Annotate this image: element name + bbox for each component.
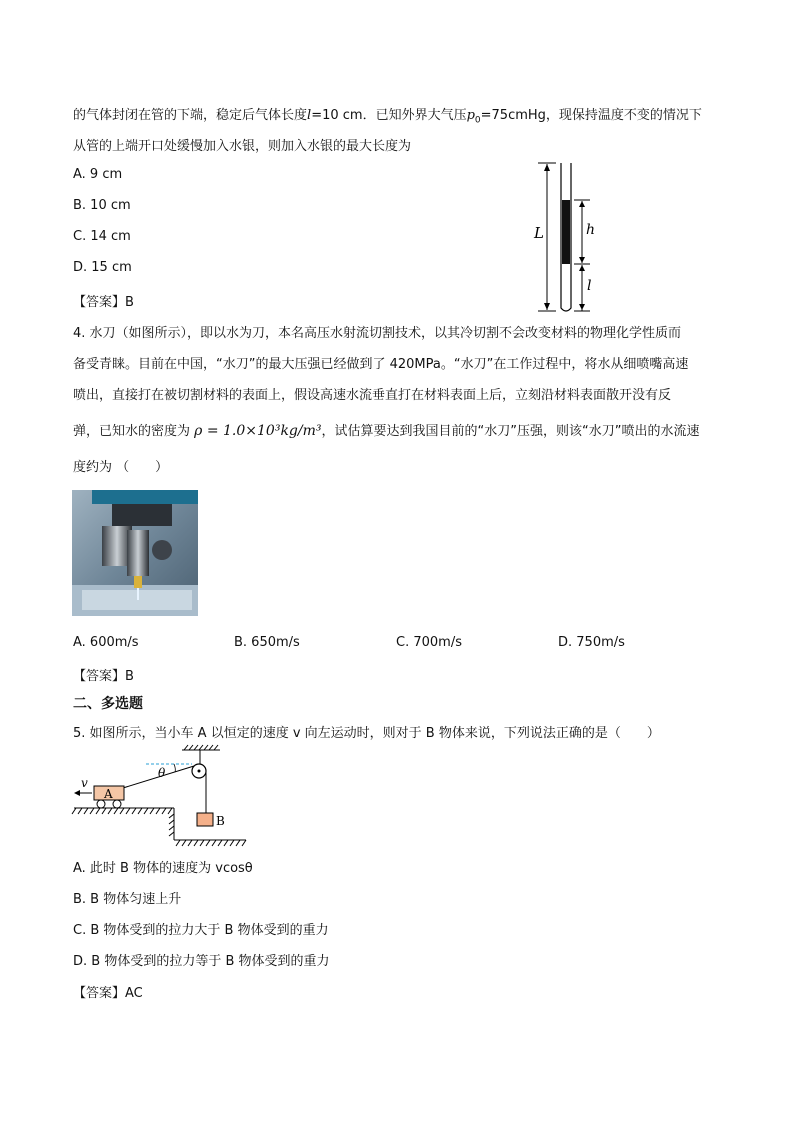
pulley-axle — [198, 770, 201, 773]
machine-body — [112, 504, 172, 526]
pulley-figure — [70, 744, 250, 848]
q3-text: =75cmHg，现保持温度不变的情况下 — [480, 108, 702, 123]
block-b — [197, 813, 213, 826]
q4-line-3: 喷出，直接打在被切割材料的表面上，假设高速水流垂直打在材料表面上后，立刻沿材料表面散开没有反 — [73, 388, 672, 403]
q3-text: =10 cm．已知外界大气压 — [311, 108, 467, 123]
arrow-down — [579, 304, 585, 310]
q4-text: ，试估算要达到我国目前的“水刀”压强，则该“水刀”喷出的水流速 — [321, 424, 700, 439]
arrow-down — [579, 257, 585, 263]
nozzle-tip — [134, 576, 142, 588]
q5-option-a: A. 此时 B 物体的速度为 vcosθ — [73, 861, 253, 876]
arrow-up — [579, 265, 585, 271]
var-p: p — [466, 108, 475, 123]
label-l: l — [587, 278, 592, 294]
q4-option-d: D. 750m/s — [558, 635, 625, 650]
subscript-0: 0 — [474, 115, 481, 126]
arrow-up — [579, 201, 585, 207]
label-h: h — [586, 222, 596, 238]
q5-option-d: D. B 物体受到的拉力等于 B 物体受到的重力 — [73, 954, 330, 969]
arrow-up — [544, 164, 550, 171]
q3-answer: 【答案】B — [73, 295, 134, 310]
q5-stem: 5. 如图所示，当小车 A 以恒定的速度 v 向左运动时，则对于 B 物体来说，下列说法正确的是（ ） — [73, 726, 660, 741]
nozzle-housing — [127, 530, 149, 576]
section-heading: 二、多选题 — [73, 696, 143, 712]
density-formula: ρ = 1.0×10³kg/m³ — [194, 423, 322, 439]
q4-option-b: B. 650m/s — [234, 635, 300, 650]
wheel — [97, 800, 105, 808]
q4-line-1: 4. 水刀（如图所示），即以水为刀，本名高压水射流切割技术，以其冷切割不会改变材料的物理化学性质而 — [73, 326, 682, 341]
q3-option-b: B. 10 cm — [73, 198, 131, 213]
label-L: L — [534, 224, 544, 242]
q3-option-d: D. 15 cm — [73, 260, 132, 275]
ceiling-hatch — [184, 745, 218, 750]
q3-option-c: C. 14 cm — [73, 229, 131, 244]
q3-line-2: 从管的上端开口处缓慢加入水银，则加入水银的最大长度为 — [73, 139, 412, 154]
q5-option-b: B. B 物体匀速上升 — [73, 892, 182, 907]
q4-answer: 【答案】B — [73, 669, 134, 684]
var-l: l — [307, 108, 312, 123]
q4-line-4 — [73, 420, 699, 439]
label-a: A — [104, 787, 113, 801]
q4-line-2: 备受青睐。目前在中国，“水刀”的最大压强已经做到了 420MPa。“水刀”在工作过程中，将水从细喷嘴高速 — [73, 357, 689, 372]
q3-line-1 — [73, 104, 702, 126]
label-theta: θ — [158, 766, 166, 780]
wheel — [113, 800, 121, 808]
lower-ground-hatch — [176, 840, 246, 846]
q5-answer: 【答案】AC — [73, 986, 143, 1001]
q3-option-a: A. 9 cm — [73, 167, 123, 182]
label-b: B — [216, 814, 225, 828]
q4-line-5: 度约为 （ ） — [73, 460, 169, 475]
mercury-column — [562, 200, 570, 264]
q5-option-c: C. B 物体受到的拉力大于 B 物体受到的重力 — [73, 923, 329, 938]
ground-hatch — [72, 808, 172, 814]
arrow-down — [544, 303, 550, 310]
q4-option-c: C. 700m/s — [396, 635, 462, 650]
knob — [152, 540, 172, 560]
water-jet-photo — [72, 490, 198, 616]
label-v: v — [81, 776, 88, 790]
wall-hatch — [169, 814, 174, 836]
q4-text: 弹，已知水的密度为 — [73, 424, 191, 439]
arrow-head — [74, 790, 80, 796]
q3-text: 的气体封闭在管的下端，稳定后气体长度 — [73, 108, 308, 123]
q4-option-a: A. 600m/s — [73, 635, 139, 650]
machine-head-top — [92, 490, 198, 504]
tube-figure — [528, 158, 608, 314]
angle-arc — [174, 764, 175, 772]
